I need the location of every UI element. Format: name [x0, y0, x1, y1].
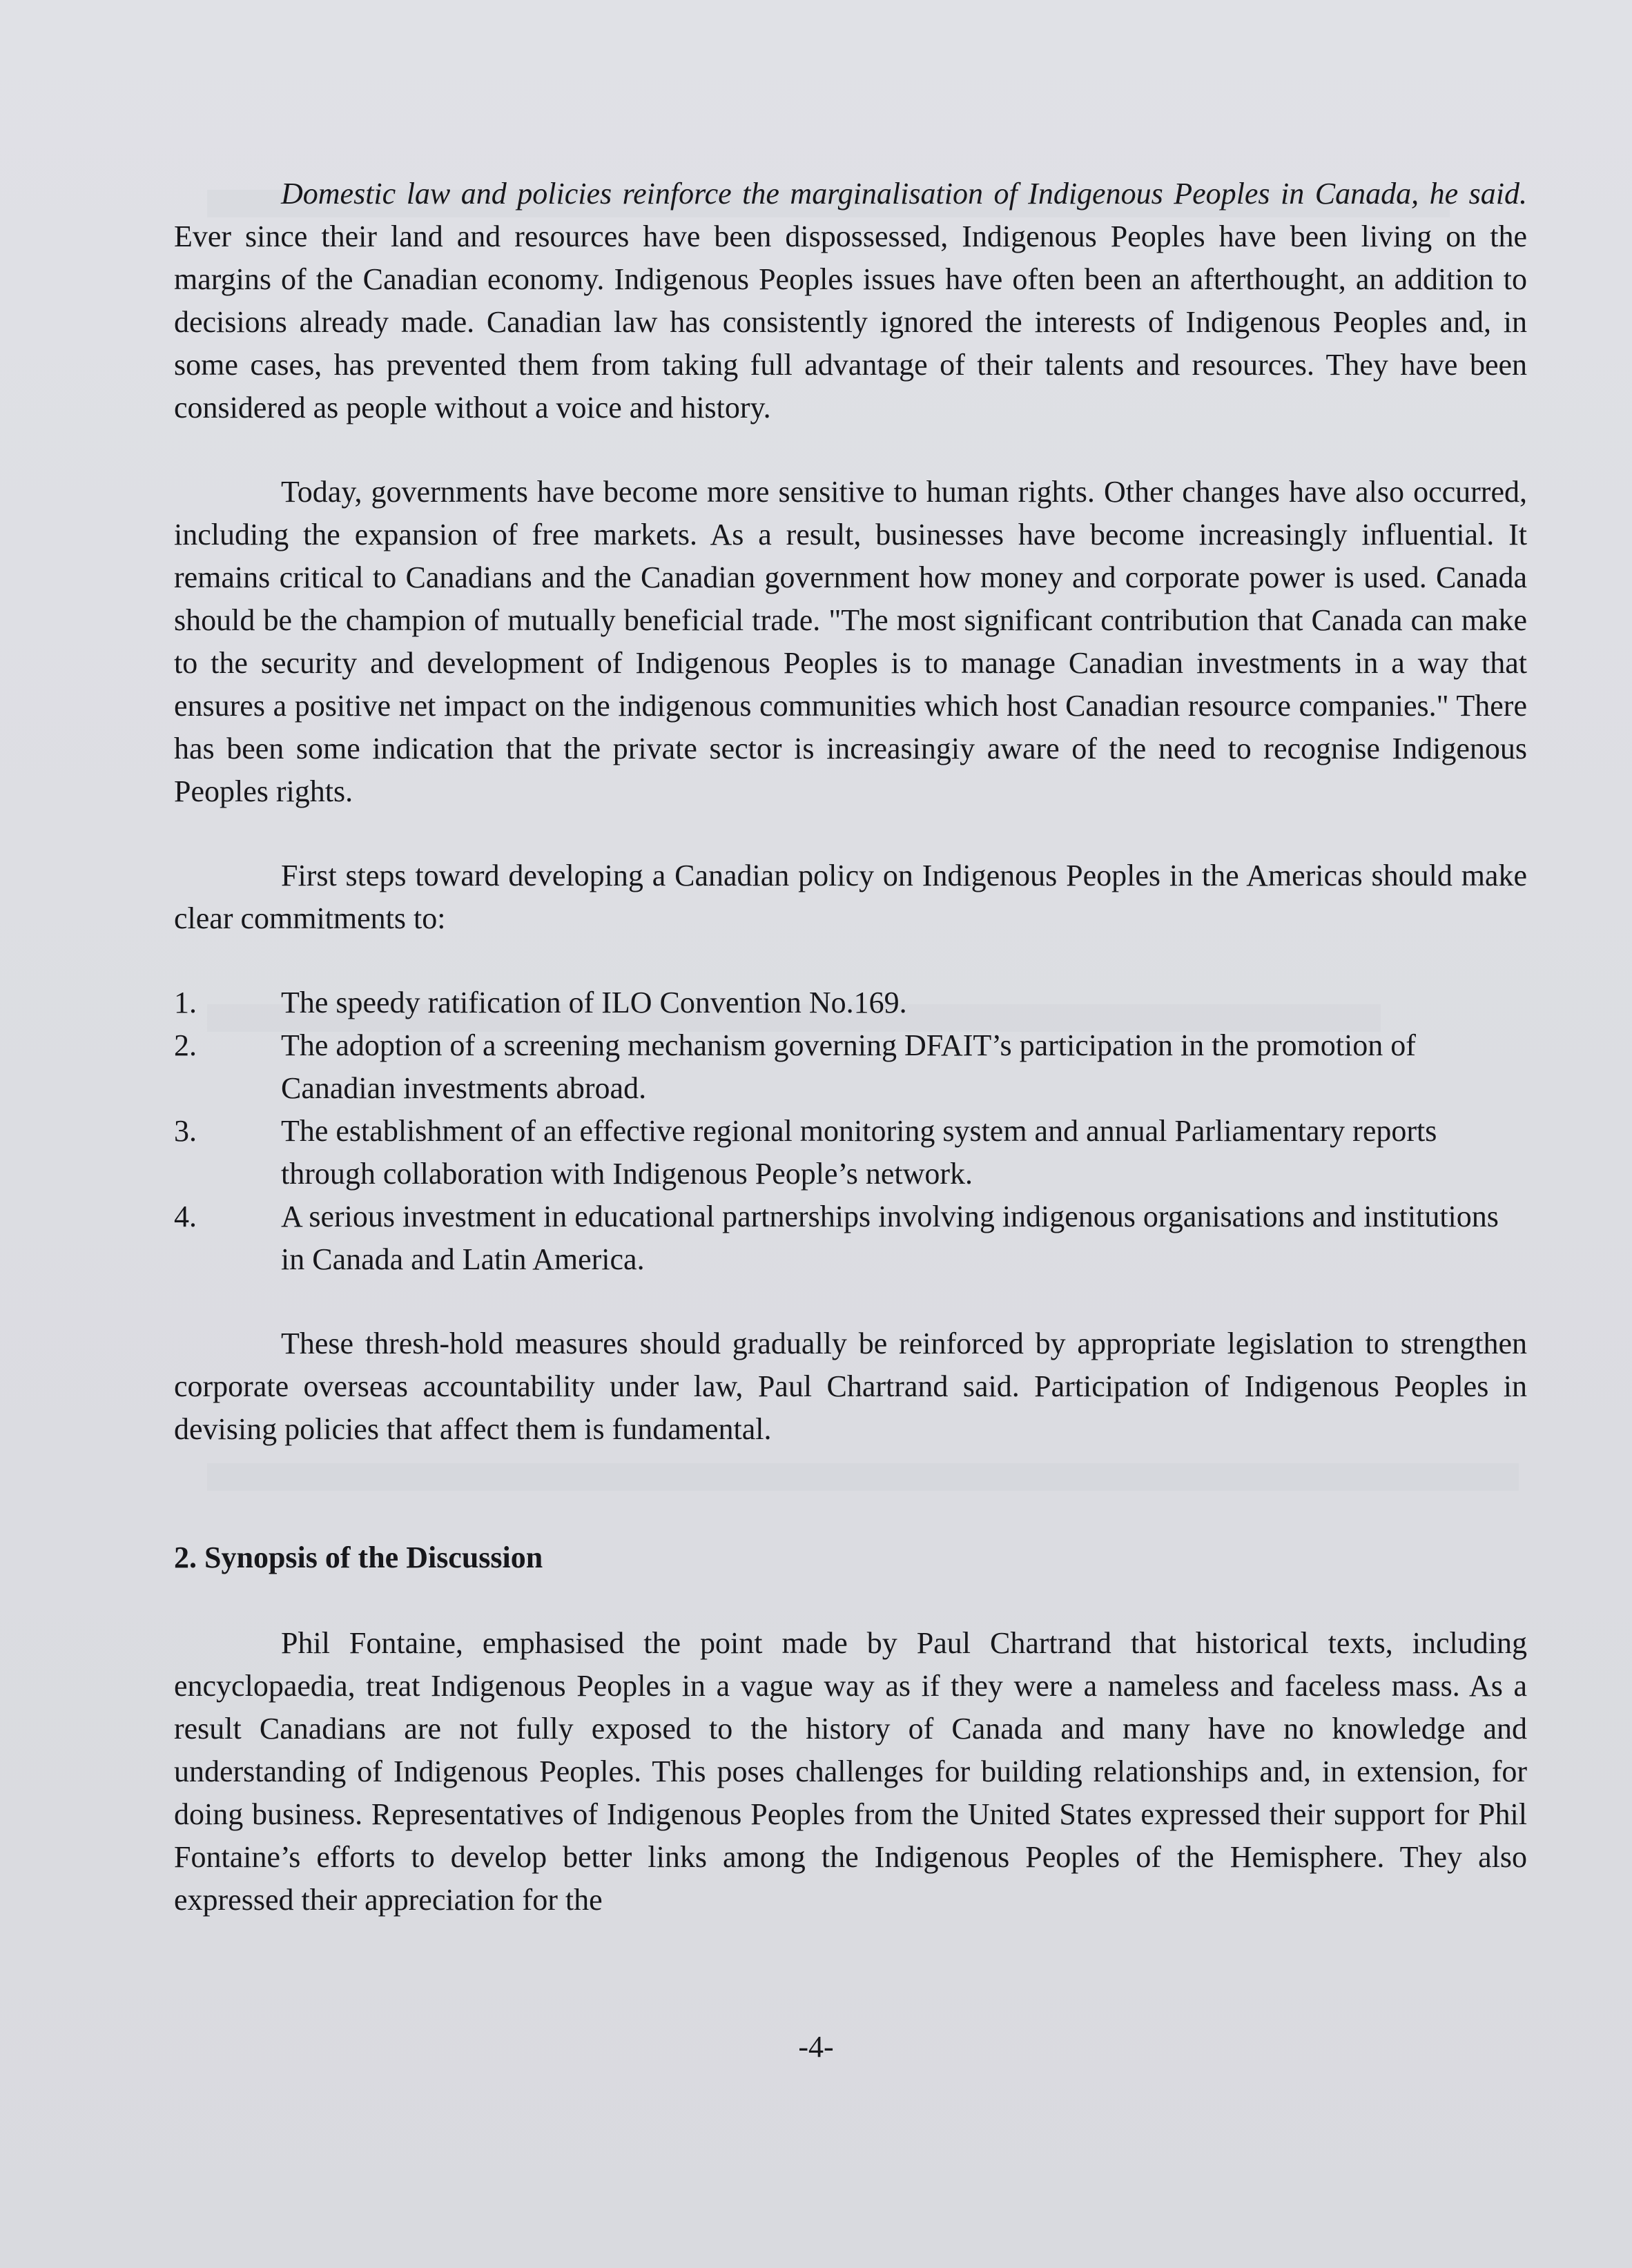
section-paragraph: Phil Fontaine, emphasised the point made by Paul Chartrand that historical texts, including encyclopaedia, treat Indigenous Peoples in a vague way as if they were a nameless and faceless mass. As a result Canadians are not fully exposed to the history of Canada and many have no knowledge and understanding of Indigenous Peoples. This poses challenges for building relationships and, in extension, for doing business. Representatives of Indigenous Peoples from the United States expressed their support for Phil Fontaine’s efforts to develop better links among the Indigenous Peoples of the Hemisphere. They also expressed their appreciation for the — [174, 1626, 1527, 1917]
list-item-number: 3. — [174, 1114, 197, 1148]
list-item-number: 1. — [174, 986, 197, 1019]
paragraph-2: Today, governments have become more sensitive to human rights. Other changes have also occurred, including the expansion of free markets. As a result, businesses have become increasingly influential. It remains critical to Canadians and the Canadian government how money and corporate power is used. Canada should be the champion of mutually beneficial trade. "The most significant contribution that Canada can make to the security and development of Indigenous Peoples is to manage Canadian investments in a way that ensures a positive net impact on the indigenous communities which host Canadian resource companies." There has been some indication that the private sector is increasingiy aware of the need to recognise Indigenous Peoples rights. — [174, 475, 1527, 808]
list-item-number: 4. — [174, 1200, 197, 1233]
document-body — [174, 173, 1527, 1922]
list-item — [174, 1024, 1527, 1110]
paragraph-1 — [174, 173, 1527, 429]
page-number: -4- — [798, 2030, 834, 2064]
list-item-text: The speedy ratification of ILO Convention No.169. — [281, 986, 907, 1019]
paragraph-1-text: Ever since their land and resources have been dispossessed, Indigenous Peoples have been living on the margins of the Canadian economy. Indigenous Peoples issues have often been an afterthought, an addition to decisions already made. Canadian law has consistently ignored the interests of Indigenous Peoples and, in some cases, has prevented them from taking full advantage of their talents and resources. They have been considered as people without a voice and history. — [174, 219, 1527, 424]
commitments-list — [174, 981, 1527, 1281]
list-item-number: 2. — [174, 1028, 197, 1062]
list-item-text: The establishment of an effective regional monitoring system and annual Parliamentary reports through collaboration with Indigenous People’s network. — [281, 1114, 1437, 1191]
section-heading: 2. Synopsis of the Discussion — [174, 1541, 543, 1574]
paragraph-3: First steps toward developing a Canadian policy on Indigenous Peoples in the Americas should make clear commitments to: — [174, 859, 1527, 935]
list-item-text: A serious investment in educational partnerships involving indigenous organisations and institutions in Canada and Latin America. — [281, 1200, 1499, 1276]
paragraph-after-list: These thresh-hold measures should gradually be reinforced by appropriate legislation to strengthen corporate overseas accountability under law, Paul Chartrand said. Participation of Indigenous Peoples in devising policies that affect them is fundamental. — [174, 1327, 1527, 1446]
list-item-text: The adoption of a screening mechanism governing DFAIT’s participation in the promotion of Canadian investments abroad. — [281, 1028, 1416, 1105]
list-item — [174, 1195, 1527, 1281]
paragraph-1-italic-lead: Domestic law and policies reinforce the marginalisation of Indigenous Peoples in Canada, he said. — [281, 177, 1527, 211]
list-item — [174, 981, 1527, 1024]
list-item — [174, 1110, 1527, 1195]
